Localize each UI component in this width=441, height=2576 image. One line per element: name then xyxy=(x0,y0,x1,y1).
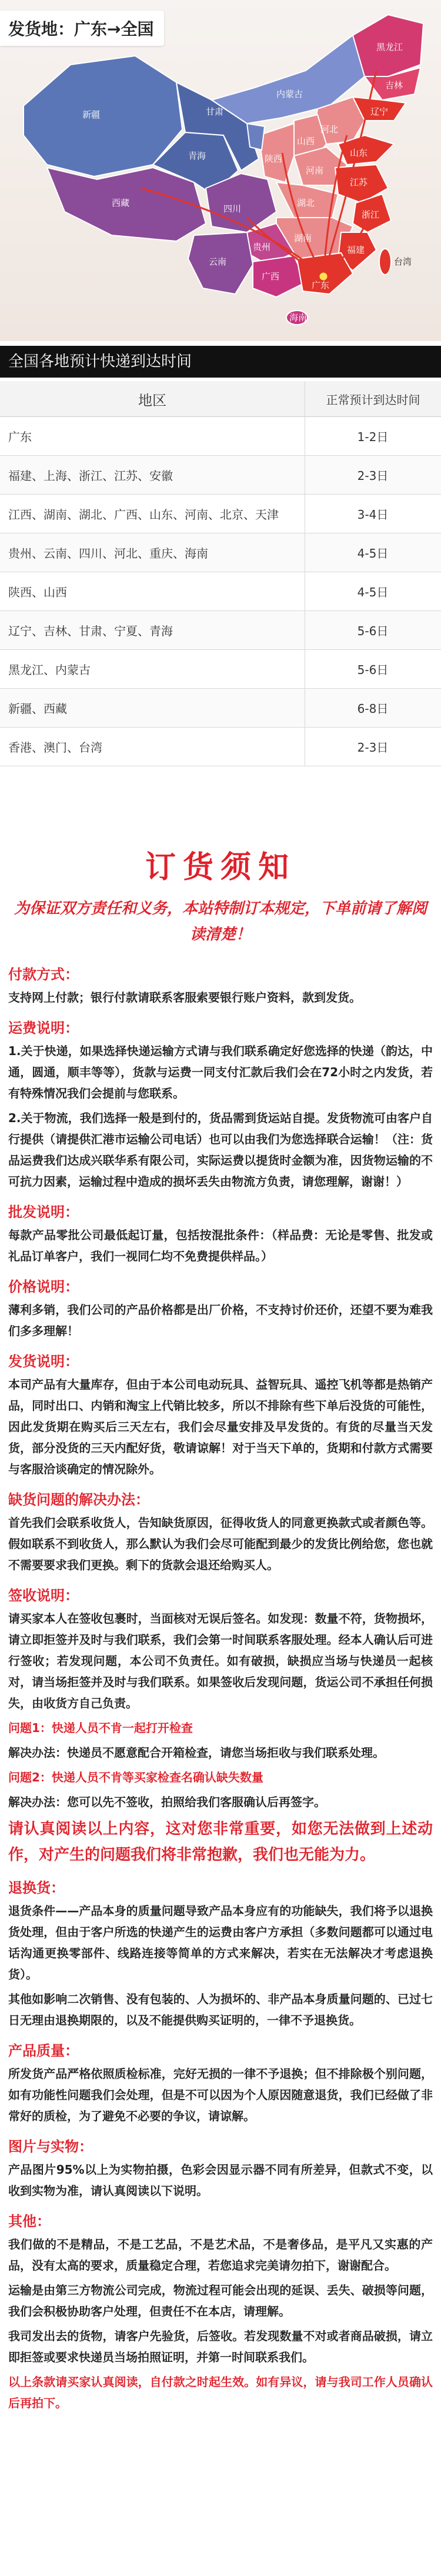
table-row xyxy=(0,611,441,650)
price-heading: 价格说明： xyxy=(8,1279,79,1295)
ship-from-label: 发货地：广东→全国 xyxy=(0,11,164,46)
logistics-text: 运输是由第三方物流公司完成，物流过程可能会出现的延误、丢失、破损等问题，我们会积极协助客户处理，但责任不在本店，请理解。 xyxy=(8,2283,433,2318)
map-label-taiwan: 台湾 xyxy=(394,256,412,267)
map-label-yunnan: 云南 xyxy=(209,256,227,267)
table-row xyxy=(0,495,441,533)
final-text: 以上条款请买家认真阅读，自付款之时起生效。如有异议，请与我司工作人员确认后再拍下。 xyxy=(8,2375,433,2410)
map-label-tibet: 西藏 xyxy=(112,198,130,208)
map-label-jiangsu: 江苏 xyxy=(350,177,368,188)
quality-heading: 产品质量： xyxy=(8,2043,79,2059)
issue-1: 问题1：快递人员不肯一起打开检查 xyxy=(8,1721,193,1735)
wholesale-heading: 批发说明： xyxy=(8,1204,79,1220)
map-label-qinghai: 青海 xyxy=(188,151,206,161)
time-cell: 5-6日 xyxy=(305,650,441,689)
map-label-inner-mongolia: 内蒙古 xyxy=(276,89,303,99)
shipping-heading: 运费说明： xyxy=(8,1020,79,1036)
quality-text: 所发货产品严格依照质检标准，完好无损的一律不予退换；但不排除极个别问题，如有功能性问题我们会处理，但是不可以因为个人原因随意退货，我们已经做了非常好的质检，为了避免不必要的争议，请谅解。 xyxy=(8,2067,433,2123)
map-label-fujian: 福建 xyxy=(347,245,365,255)
time-cell: 5-6日 xyxy=(305,611,441,650)
table-row xyxy=(0,456,441,495)
map-label-heilongjiang: 黑龙江 xyxy=(376,42,403,52)
map-label-guizhou: 贵州 xyxy=(253,242,271,252)
price-text: 薄利多销，我们公司的产品价格都是出厂价格，不支持讨价还价，还望不要为难我们多多理解！ xyxy=(8,1303,433,1338)
map-label-guangdong: 广东 xyxy=(312,280,330,291)
time-cell: 2-3日 xyxy=(305,456,441,495)
time-cell: 4-5日 xyxy=(305,572,441,611)
picture-text: 产品图片95%以上为实物拍摄，色彩会因显示器不同有所差异，但款式不变，以收到实物为准，请认真阅读以下说明。 xyxy=(8,2163,433,2198)
table-row xyxy=(0,417,441,456)
map-label-sichuan: 四川 xyxy=(223,203,242,214)
region-cell: 新疆、西藏 xyxy=(0,689,305,728)
region-cell: 贵州、云南、四川、河北、重庆、海南 xyxy=(0,533,305,572)
receipt-heading: 签收说明： xyxy=(8,1587,79,1604)
map-label-jilin: 吉林 xyxy=(385,80,403,91)
map-label-shandong: 山东 xyxy=(350,148,368,158)
delivery-text: 本司产品有大量库存，但由于本公司电动玩具、益智玩具、遥控飞机等都是热销产品，同时出口、内销和淘宝上代销比较多，所以不排除有些下单后没货的可能性，因此发货期在购买后三天左右，我们会尽量安排及早发货的。有货的尽量当天发货，部分没货的三天内配好货，敬请谅解！对于当天下单的，货期和付款方式需要与客服洽谈确定的情况除外。 xyxy=(8,1377,433,1476)
time-cell: 4-5日 xyxy=(305,533,441,572)
table-row xyxy=(0,689,441,728)
map-label-hebei: 河北 xyxy=(320,124,339,135)
notice-intro: 为保证双方责任和义务，本站特制订本规定，下单前请了解阅读清楚！ xyxy=(14,900,427,943)
map-label-hunan: 湖南 xyxy=(294,233,312,243)
shortage-text: 首先我们会联系收货人，告知缺货原因，征得收货人的同意更换款式或者颜色等。假如联系不到收货人，那么默认为我们会尽可能配到最少的发货比例给您，您也就不需要要求我们更换。剩下的货款会退还给购买人。 xyxy=(8,1516,433,1572)
solution-1: 解决办法：快递员不愿意配合开箱检查，请您当场拒收与我们联系处理。 xyxy=(8,1746,385,1760)
map-label-zhejiang: 浙江 xyxy=(362,209,380,220)
picture-heading: 图片与实物： xyxy=(8,2138,93,2155)
ordering-notice xyxy=(0,835,441,2576)
shipping-text-2: 2.关于物流，我们选择一般是到付的，货品需到货运站自提。发货物流可由客户自行提供（请提供汇港市运输公司电话）也可以由我们为您选择联合运输！（注：货品运费我们达成兴联华系有限公司，实际运费以提货时金额为准，因货物运输的不可抗力因素，运输过程中造成的损坏丢失由物流方负责，请您理解，谢谢！） xyxy=(8,1111,433,1189)
wholesale-text: 每款产品零批公司最低起订量，包括按混批条件：（样品费：无论是零售、批发或礼品订单客户，我们一视同仁均不免费提供样品。） xyxy=(8,1228,433,1263)
shortage-heading: 缺货问题的解决办法： xyxy=(8,1491,149,1508)
map-label-shaanxi: 陕西 xyxy=(265,154,283,164)
region-cell: 辽宁、吉林、甘肃、宁夏、青海 xyxy=(0,611,305,650)
solution-2: 解决办法：您可以先不签收，拍照给我们客服确认后再签字。 xyxy=(8,1795,326,1809)
time-cell: 2-3日 xyxy=(305,728,441,766)
delivery-time-table xyxy=(0,381,441,766)
payment-text: 支持网上付款；银行付款请联系客服索要银行账户资料，款到发货。 xyxy=(8,990,361,1005)
region-cell: 广东 xyxy=(0,417,305,456)
shipping-text-1: 1.关于快递，如果选择快递运输方式请与我们联系确定好您选择的快递（韵达，中通，圆通，顺丰等等），货款与运费一同支付汇款后我们会在72小时之内发货，若有特殊情况我们会提前与您联系。 xyxy=(8,1044,433,1100)
payment-heading: 付款方式： xyxy=(8,966,79,983)
sign-text: 我司发出去的货物，请客户先验货，后签收。若发现数量不对或者商品破损，请立即拒签或要求快递员当场拍照证明，并第一时间联系我们。 xyxy=(8,2329,433,2364)
map-label-guangxi: 广西 xyxy=(262,271,280,282)
map-label-hainan: 海南 xyxy=(289,312,308,323)
region-cell: 香港、澳门、台湾 xyxy=(0,728,305,766)
map-label-liaoning: 辽宁 xyxy=(370,106,389,117)
map-label-hubei: 湖北 xyxy=(297,198,315,208)
china-map-banner xyxy=(0,0,441,341)
time-cell: 3-4日 xyxy=(305,495,441,533)
delivery-heading: 发货说明： xyxy=(8,1353,79,1370)
region-cell: 福建、上海、浙江、江苏、安徽 xyxy=(0,456,305,495)
province-taiwan xyxy=(379,249,391,275)
table-row xyxy=(0,572,441,611)
receipt-text: 请买家本人在签收包裹时，当面核对无误后签名。如发现：数量不符，货物损坏，请立即拒签并及时与我们联系，我们会第一时间联系客服处理。经本人确认后可进行签收；若发现问题，本公司不负责任。如有破损，缺损应当场与快递员一起核对，请当场拒签并及时与我们联系。如果签收后发现问题，货运公司不承担任何损失，由收货方自己负责。 xyxy=(8,1611,433,1710)
other-heading: 其他： xyxy=(8,2213,51,2230)
time-cell: 1-2日 xyxy=(305,417,441,456)
map-label-shanxi: 山西 xyxy=(297,136,315,146)
map-label-xinjiang: 新疆 xyxy=(82,109,101,120)
map-label-henan: 河南 xyxy=(306,165,324,176)
warning-text: 请认真阅读以上内容，这对您非常重要，如您无法做到上述动作，对产生的问题我们将非常抱歉，我们也无能为力。 xyxy=(8,1820,433,1864)
china-map xyxy=(0,0,441,341)
region-cell: 江西、湖南、湖北、广西、山东、河南、北京、天津 xyxy=(0,495,305,533)
header-time: 正常预计到达时间 xyxy=(305,381,441,417)
return-heading: 退换货： xyxy=(8,1880,65,1896)
notice-body xyxy=(0,963,441,2414)
table-row xyxy=(0,533,441,572)
no-return-text: 其他如影响二次销售、没有包装的、人为损坏的、非产品本身质量问题的、已过七日无理由退换期限的，以及不能提供购买证明的，一律不予退换货。 xyxy=(8,1992,433,2027)
table-row xyxy=(0,728,441,766)
region-cell: 黑龙江、内蒙古 xyxy=(0,650,305,689)
map-label-gansu: 甘肃 xyxy=(206,106,224,117)
province-ningxia xyxy=(247,124,265,150)
notice-title: 订货须知 xyxy=(145,849,296,885)
region-cell: 陕西、山西 xyxy=(0,572,305,611)
other-text: 我们做的不是精品，不是工艺品，不是艺术品，不是奢侈品，是平凡又实惠的产品，没有太高的要求，质量稳定合理，若您追求完美请勿拍下，谢谢配合。 xyxy=(8,2237,433,2273)
time-cell: 6-8日 xyxy=(305,689,441,728)
header-region: 地区 xyxy=(0,381,305,417)
table-row xyxy=(0,650,441,689)
issue-2: 问题2：快递人员不肯等买家检查名确认缺失数量 xyxy=(8,1770,263,1784)
delivery-table-title: 全国各地预计快递到达时间 xyxy=(0,346,441,378)
return-text: 退货条件——产品本身的质量问题导致产品本身应有的功能缺失，我们将予以退换货处理，但由于客户所选的快递产生的运费由客户方承担（多数问题都可以通过电话沟通更换零部件、线路连接等简单的方式来解决，若实在无法解决才考虑退换货）。 xyxy=(8,1904,433,1981)
